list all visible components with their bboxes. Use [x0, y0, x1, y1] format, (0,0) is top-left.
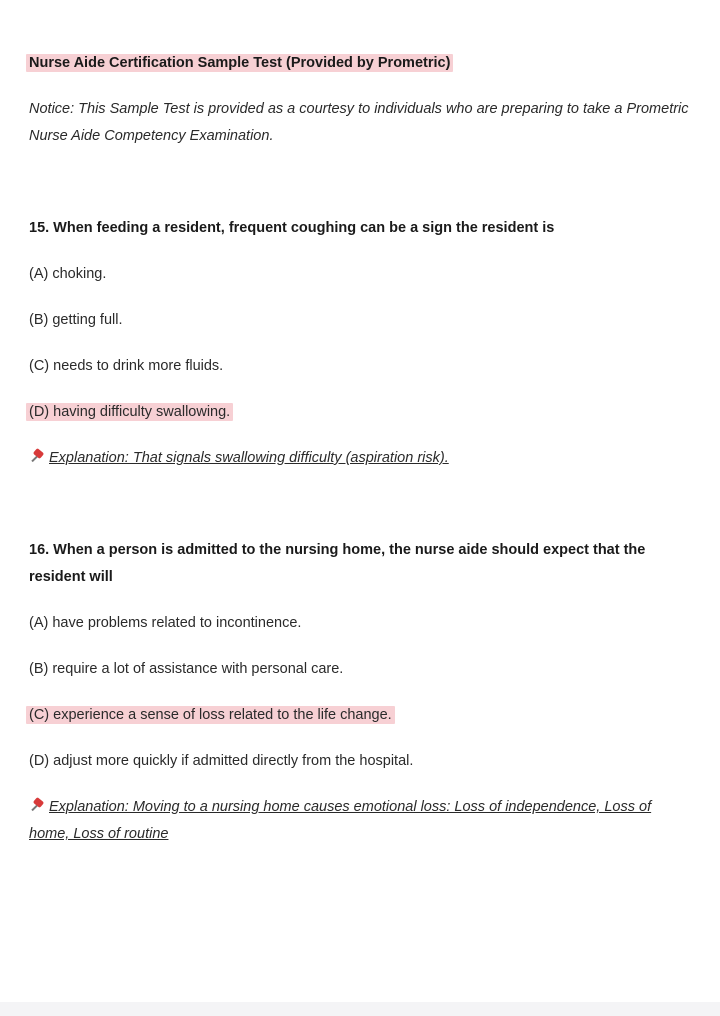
- question-15-stem: 15. When feeding a resident, frequent coughing can be a sign the resident is: [29, 220, 555, 236]
- question-15-answer-highlight: (D) having difficulty swallowing.: [26, 403, 233, 421]
- question-16-stem-line-1: 16. When a person is admitted to the nursing home, the nurse aide should expect that the: [29, 542, 646, 558]
- question-16-explanation-text: Explanation: Moving to a nursing home causes emotional loss: Loss of independence, Loss of: [49, 799, 652, 815]
- document-title-highlight: Nurse Aide Certification Sample Test (Provided by Prometric): [26, 54, 453, 72]
- question-15-option-b: (B) getting full.: [29, 312, 123, 328]
- question-15-explanation-text: Explanation: That signals swallowing difficulty (aspiration risk).: [49, 450, 449, 466]
- question-15-explanation: [29, 445, 449, 472]
- question-16-answer-highlight: (C) experience a sense of loss related to the life change.: [26, 706, 395, 724]
- document-title: [29, 50, 453, 77]
- pushpin-icon: [29, 798, 45, 812]
- notice-line-1: Notice: This Sample Test is provided as a courtesy to individuals who are preparing to take a Prometric: [29, 101, 689, 117]
- notice-line-2: Nurse Aide Competency Examination.: [29, 128, 274, 144]
- pushpin-icon: [29, 449, 45, 463]
- question-15-option-d: [29, 399, 233, 426]
- question-16-option-b: (B) require a lot of assistance with personal care.: [29, 661, 344, 677]
- question-16-option-c: [29, 702, 395, 729]
- page-footer-strip: [0, 1002, 720, 1016]
- question-16-stem-line-2: resident will: [29, 569, 113, 585]
- question-15-option-c: (C) needs to drink more fluids.: [29, 358, 224, 374]
- question-16-option-a: (A) have problems related to incontinence.: [29, 615, 302, 631]
- question-16-explanation-line-2: home, Loss of routine: [29, 826, 169, 842]
- question-16-explanation-line-1: [29, 794, 651, 821]
- question-16-option-d: (D) adjust more quickly if admitted directly from the hospital.: [29, 753, 414, 769]
- question-15-option-a: (A) choking.: [29, 266, 107, 282]
